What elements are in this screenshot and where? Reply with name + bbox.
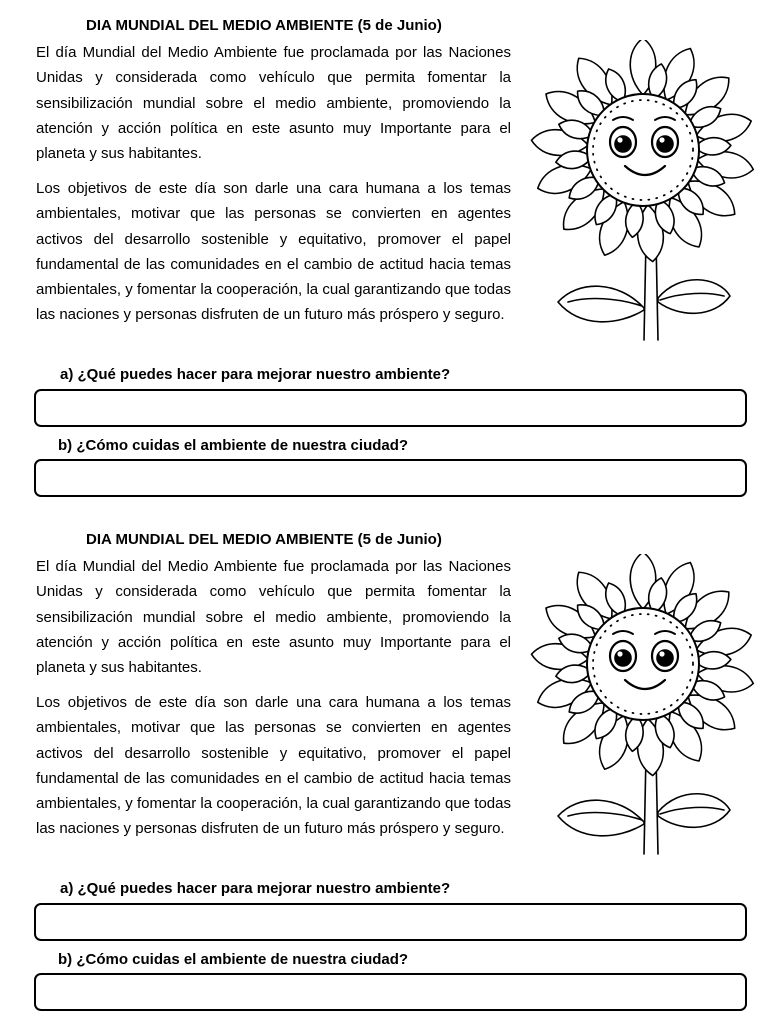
objectives-paragraph: Los objetivos de este día son darle una cara humana a los temas ambientales, motivar que las personas se convierten en agentes activos del desarrollo sostenible y equitativo, promover el papel fundamental de las comunidades en el cambio de actitud hacia temas ambientales, y fomentar la cooperación, la cual garantizando que todas las naciones y personas disfruten de un futuro más próspero y seguro.	[36, 180, 511, 324]
worksheet-copy-1	[0, 0, 768, 512]
worksheet-title: DIA MUNDIAL DEL MEDIO AMBIENTE (5 de Junio)	[86, 531, 442, 548]
question-b: b) ¿Cómo cuidas el ambiente de nuestra ciudad?	[58, 437, 409, 454]
intro-paragraph: El día Mundial del Medio Ambiente fue proclamada por las Naciones Unidas y considerada como vehículo que permita fomentar la sensibilización mundial sobre el medio ambiente, promoviendo la atención y acción política en este asunto muy Importante para el planeta y sus habitantes.	[36, 44, 511, 163]
worksheet-title: DIA MUNDIAL DEL MEDIO AMBIENTE (5 de Junio)	[86, 17, 442, 34]
question-b: b) ¿Cómo cuidas el ambiente de nuestra ciudad?	[58, 951, 409, 968]
question-a: a) ¿Qué puedes hacer para mejorar nuestro ambiente?	[60, 880, 451, 897]
worksheet-copy-2	[0, 514, 768, 1026]
answer-b-field[interactable]	[34, 459, 747, 497]
answer-a-field[interactable]	[34, 903, 747, 941]
question-a: a) ¿Qué puedes hacer para mejorar nuestro ambiente?	[60, 366, 451, 383]
objectives-paragraph: Los objetivos de este día son darle una cara humana a los temas ambientales, motivar que las personas se convierten en agentes activos del desarrollo sostenible y equitativo, promover el papel fundamental de las comunidades en el cambio de actitud hacia temas ambientales, y fomentar la cooperación, la cual garantizando que todas las naciones y personas disfruten de un futuro más próspero y seguro.	[36, 694, 511, 838]
answer-b-field[interactable]	[34, 973, 747, 1011]
answer-a-field[interactable]	[34, 389, 747, 427]
intro-paragraph: El día Mundial del Medio Ambiente fue proclamada por las Naciones Unidas y considerada como vehículo que permita fomentar la sensibilización mundial sobre el medio ambiente, promoviendo la atención y acción política en este asunto muy Importante para el planeta y sus habitantes.	[36, 558, 511, 677]
sunflower-icon	[518, 40, 768, 350]
sunflower-icon	[518, 554, 768, 864]
